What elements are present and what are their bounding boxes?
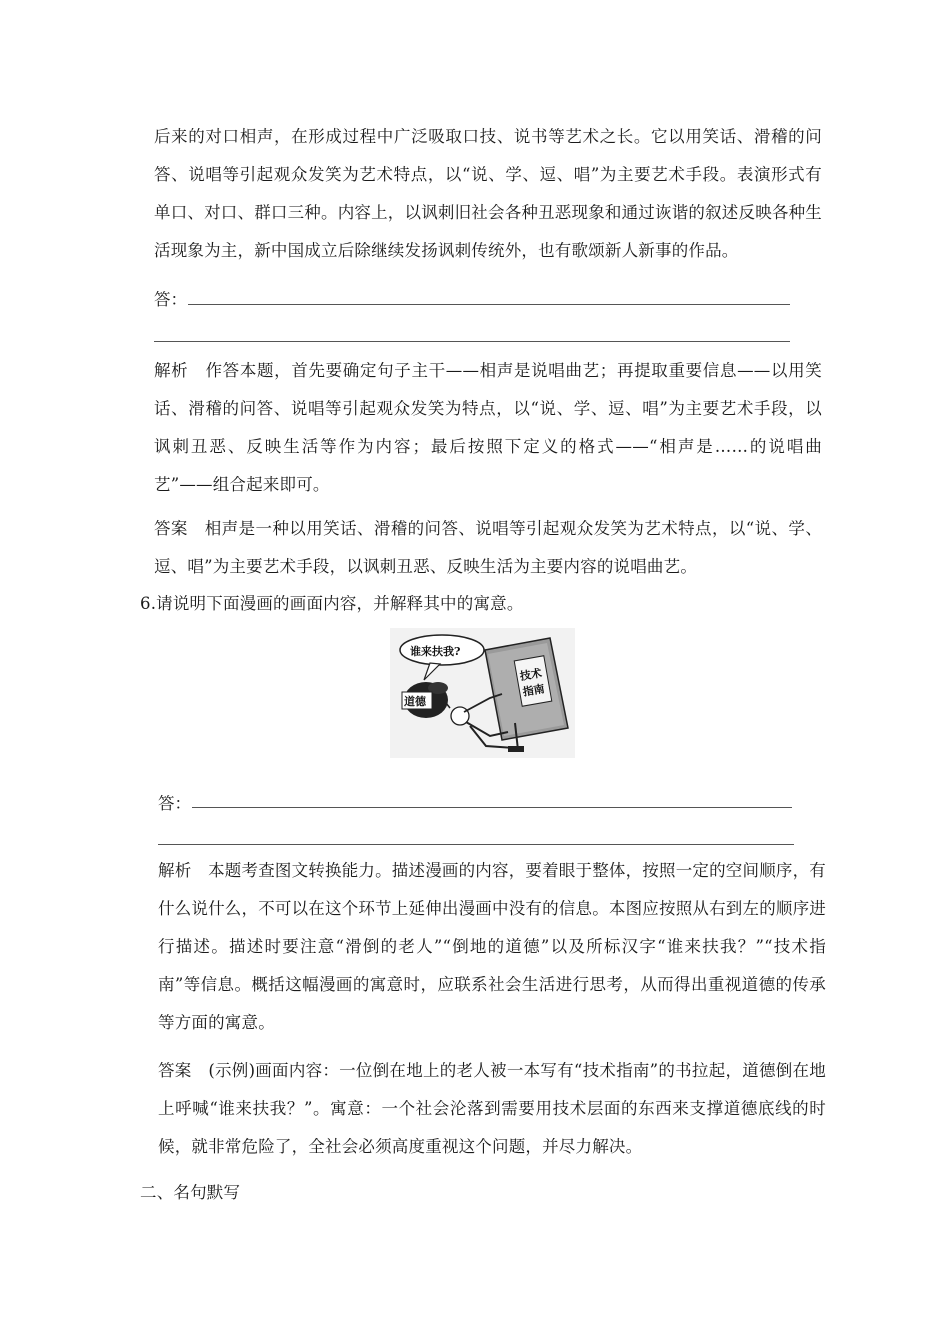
intro-paragraph: 后来的对口相声，在形成过程中广泛吸取口技、说书等艺术之长。它以用笑话、滑稽的问答、说唱等引起观众发笑为艺术特点，以“说、学、逗、唱”为主要艺术手段。表演形式有单口、对口、群口三种。内容上，以讽刺旧社会各种丑恶现象和通过诙谐的叙述反映各种生活现象为主，新中国成立后除继续发扬讽刺传统外，也有歌颂新人新事的作品。 [154,127,822,260]
q5-key [154,510,822,586]
q6-answer-line-2[interactable] [158,844,794,845]
q5-key-text: 相声是一种以用笑话、滑稽的问答、说唱等引起观众发笑为艺术特点，以“说、学、逗、唱”为主要艺术手段，以讽刺丑恶、反映生活为主要内容的说唱曲艺。 [154,519,823,576]
q6-analysis-text: 本题考查图文转换能力。描述漫画的内容，要着眼于整体，按照一定的空间顺序，有什么说什么，不可以在这个环节上延伸出漫画中没有的信息。本图应按照从右到左的顺序进行描述。描述时要注意“滑倒的老人”“倒地的道德”以及所标汉字“谁来扶我？”“技术指南”等信息。概括这幅漫画的寓意时，应联系社会生活进行思考，从而得出重视道德的传承等方面的寓意。 [158,861,827,1032]
q6-analysis-label: 解析 [158,861,192,880]
section-title: 二、名句默写 [140,1183,241,1202]
q5-answer-line-1[interactable] [188,304,790,305]
q5-key-label: 答案 [154,519,188,538]
book-label-line1: 技术 [518,666,543,684]
q5-analysis-text: 作答本题，首先要确定句子主干——相声是说唱曲艺；再提取重要信息——以用笑话、滑稽的问答、说唱等引起观众发笑为特点，以“说、学、逗、唱”为主要艺术手段，以讽刺丑恶、反映生活等作为内容；最后按照下定义的格式——“相声是……的说唱曲艺”——组合起来即可。 [154,361,822,494]
q6-answer-label: 答： [158,794,191,813]
q6-key-text: (示例)画面内容：一位倒在地上的老人被一本写有“技术指南”的书拉起，道德倒在地上呼喊“谁来扶我？”。寓意：一个社会沦落到需要用技术层面的东西来支撑道德底线的时候，就非常危险了，全社会必须高度重视这个问题，并尽力解决。 [158,1061,827,1156]
bubble-text: 谁来扶我? [410,645,461,658]
q5-answer-label: 答： [154,290,187,309]
q6-answer-line-1[interactable] [192,807,792,808]
q5-answer-line-2[interactable] [154,341,790,342]
book-label-line2: 指南 [521,682,546,699]
q6-key-label: 答案 [158,1061,192,1080]
cartoon-illustration [390,628,575,758]
q6-question: 6.请说明下面漫画的画面内容，并解释其中的寓意。 [140,594,524,613]
q5-analysis [154,352,822,504]
q6-analysis [158,852,826,1042]
q6-key [158,1052,826,1166]
q5-analysis-label: 解析 [154,361,189,380]
ball-label: 道德 [404,695,426,708]
